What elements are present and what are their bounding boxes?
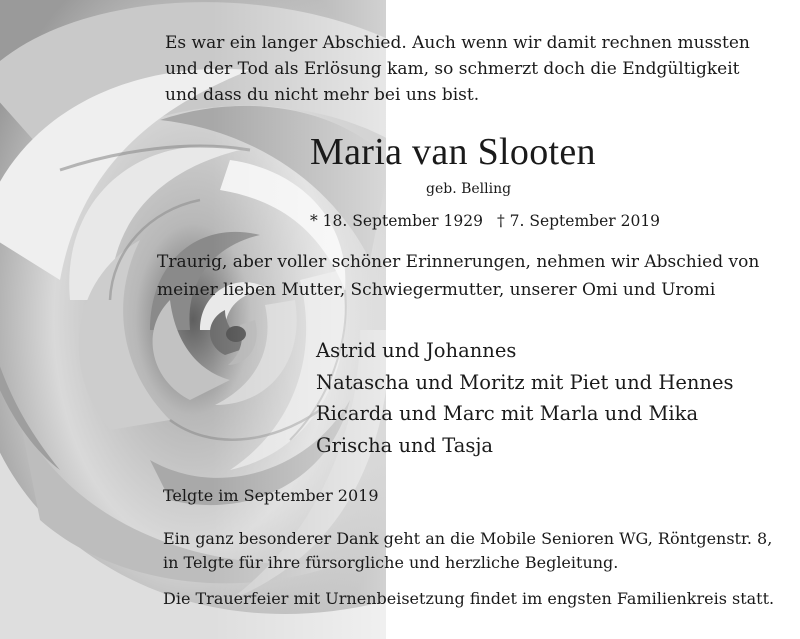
life-dates [310, 211, 660, 231]
birth-date: * 18. September 1929 [310, 212, 483, 230]
deceased-name: Maria van Slooten [310, 131, 596, 173]
family-member-line: Astrid und Johannes [316, 339, 517, 362]
family-member-line: Natascha und Moritz mit Piet und Hennes [316, 370, 734, 394]
death-date: † 7. September 2019 [496, 212, 661, 230]
maiden-name: geb. Belling [426, 181, 512, 197]
intro-paragraph [165, 30, 780, 108]
thanks-line: in Telgte für ihre fürsorgliche und herzliche Begleitung. [163, 553, 619, 572]
intro-line: und der Tod als Erlösung kam, so schmerzt doch die Endgültigkeit [165, 59, 740, 79]
thanks-paragraph [163, 527, 772, 575]
family-member-line: Ricarda und Marc mit Marla und Mika [316, 402, 699, 425]
place-date: Telgte im September 2019 [163, 486, 379, 505]
family-list [316, 335, 734, 461]
intro-line: Es war ein langer Abschied. Auch wenn wir damit rechnen mussten [165, 33, 750, 53]
thanks-line: Ein ganz besonderer Dank geht an die Mobile Senioren WG, Röntgenstr. 8, [163, 529, 773, 548]
notice-text [157, 0, 778, 639]
mourning-paragraph [157, 248, 759, 304]
family-member-line: Grischa und Tasja [316, 433, 494, 457]
mourning-line: Traurig, aber voller schöner Erinnerungen, nehmen wir Abschied von [157, 252, 760, 272]
intro-line: und dass du nicht mehr bei uns bist. [165, 85, 480, 105]
funeral-note: Die Trauerfeier mit Urnenbeisetzung findet im engsten Familienkreis statt. [163, 589, 775, 608]
mourning-line: meiner lieben Mutter, Schwiegermutter, unserer Omi und Uromi [157, 280, 716, 300]
